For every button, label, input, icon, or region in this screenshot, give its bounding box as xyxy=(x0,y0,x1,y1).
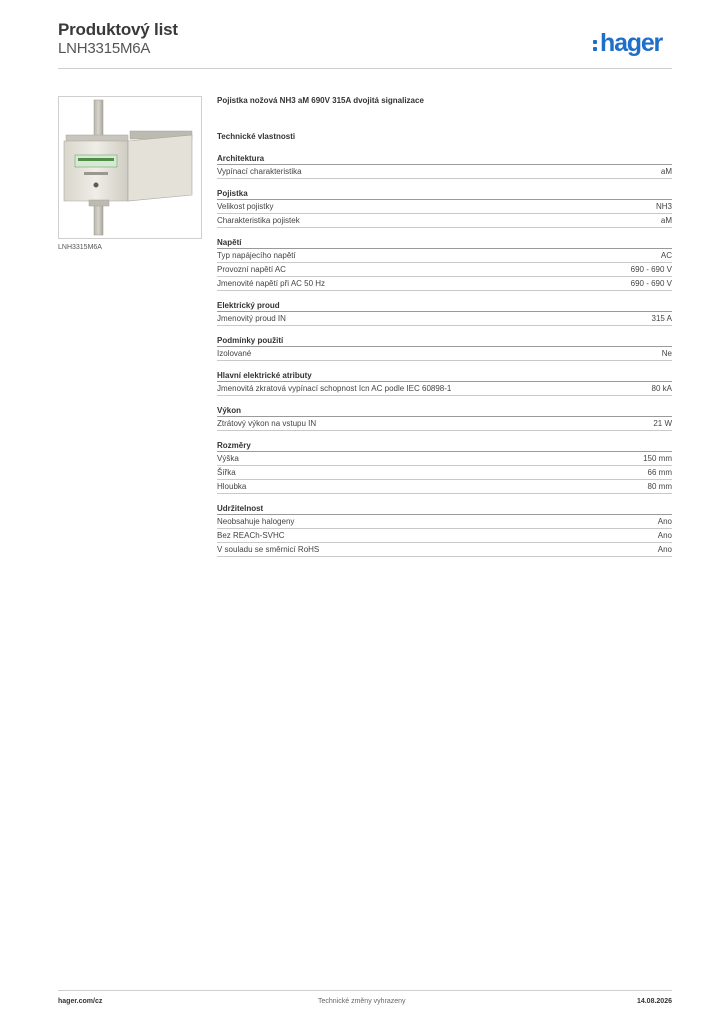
spec-row xyxy=(217,277,672,291)
product-name: Pojistka nožová NH3 aM 690V 315A dvojitá signalizace xyxy=(217,96,424,105)
spec-group-title: Výkon xyxy=(217,405,672,417)
spec-row xyxy=(217,543,672,557)
product-image xyxy=(58,96,202,239)
spec-group-title: Napětí xyxy=(217,237,672,249)
header-divider xyxy=(58,68,672,69)
spec-value: 66 mm xyxy=(647,468,672,477)
spec-content xyxy=(217,94,672,557)
logo-dots-icon xyxy=(593,34,599,54)
spec-row xyxy=(217,347,672,361)
spec-row xyxy=(217,249,672,263)
spec-value: 315 A xyxy=(651,314,672,323)
spec-value: 80 kA xyxy=(651,384,672,393)
product-code-subtitle: LNH3315M6A xyxy=(58,40,151,57)
spec-row xyxy=(217,165,672,179)
spec-value: Ne xyxy=(661,349,672,358)
spec-label: Bez REACh-SVHC xyxy=(217,531,285,540)
spec-value: Ano xyxy=(657,531,672,540)
spec-group-title: Podmínky použití xyxy=(217,335,672,347)
spec-row xyxy=(217,263,672,277)
spec-group-architektura xyxy=(217,153,672,179)
spec-group-udrzitelnost xyxy=(217,503,672,557)
spec-row xyxy=(217,466,672,480)
spec-label: Jmenovitá zkratová vypínací schopnost Icn AC podle IEC 60898-1 xyxy=(217,384,452,393)
spec-label: Charakteristika pojistek xyxy=(217,216,300,225)
footer-date: 14.08.2026 xyxy=(636,998,672,1005)
spec-row xyxy=(217,417,672,431)
spec-value: 150 mm xyxy=(643,454,672,463)
spec-group-rozmery xyxy=(217,440,672,494)
spec-label: Neobsahuje halogeny xyxy=(217,517,295,526)
footer-disclaimer: Technické změny vyhrazeny xyxy=(318,998,406,1005)
spec-label: Vypínací charakteristika xyxy=(217,167,302,176)
spec-value: Ano xyxy=(657,545,672,554)
spec-label: Výška xyxy=(217,454,239,463)
page-title: Produktový list xyxy=(58,20,178,39)
spec-row xyxy=(217,200,672,214)
spec-value: aM xyxy=(660,216,672,225)
spec-value: AC xyxy=(660,251,672,260)
spec-row xyxy=(217,312,672,326)
spec-row xyxy=(217,214,672,228)
spec-value: NH3 xyxy=(655,202,672,211)
spec-value: 21 W xyxy=(653,419,672,428)
spec-group-title: Elektrický proud xyxy=(217,300,672,312)
spec-group-hlavni-elektricke-atributy xyxy=(217,370,672,396)
spec-group-title: Rozměry xyxy=(217,440,672,452)
logo-text: hager xyxy=(600,29,663,57)
spec-group-title: Udržitelnost xyxy=(217,503,672,515)
spec-value: 690 - 690 V xyxy=(630,279,672,288)
spec-row xyxy=(217,529,672,543)
hager-logo[interactable] xyxy=(593,28,662,58)
spec-group-elektricky-proud xyxy=(217,300,672,326)
spec-value: 690 - 690 V xyxy=(630,265,672,274)
spec-label: Jmenovité napětí při AC 50 Hz xyxy=(217,279,326,288)
spec-label: V souladu se směrnicí RoHS xyxy=(217,545,320,554)
spec-row xyxy=(217,515,672,529)
spec-label: Typ napájecího napětí xyxy=(217,251,296,260)
spec-label: Šířka xyxy=(217,468,236,477)
spec-label: Hloubka xyxy=(217,482,247,491)
spec-group-title: Pojistka xyxy=(217,188,672,200)
spec-row xyxy=(217,480,672,494)
spec-label: Izolované xyxy=(217,349,252,358)
spec-group-title: Architektura xyxy=(217,153,672,165)
spec-row xyxy=(217,382,672,396)
footer-website-link[interactable]: hager.com/cz xyxy=(58,998,103,1005)
spec-group-vykon xyxy=(217,405,672,431)
fuse-product-photo-icon xyxy=(59,97,201,238)
section-title-technical: Technické vlastnosti xyxy=(217,132,296,141)
spec-label: Jmenovitý proud IN xyxy=(217,314,286,323)
spec-group-podminky-pouziti xyxy=(217,335,672,361)
spec-group-napeti xyxy=(217,237,672,291)
spec-group-title: Hlavní elektrické atributy xyxy=(217,370,672,382)
image-caption: LNH3315M6A xyxy=(58,244,102,251)
spec-label: Provozní napětí AC xyxy=(217,265,286,274)
footer-divider xyxy=(58,990,672,991)
spec-value: 80 mm xyxy=(647,482,672,491)
spec-value: Ano xyxy=(657,517,672,526)
spec-group-pojistka xyxy=(217,188,672,228)
spec-value: aM xyxy=(660,167,672,176)
spec-row xyxy=(217,452,672,466)
spec-label: Velikost pojistky xyxy=(217,202,274,211)
spec-label: Ztrátový výkon na vstupu IN xyxy=(217,419,317,428)
